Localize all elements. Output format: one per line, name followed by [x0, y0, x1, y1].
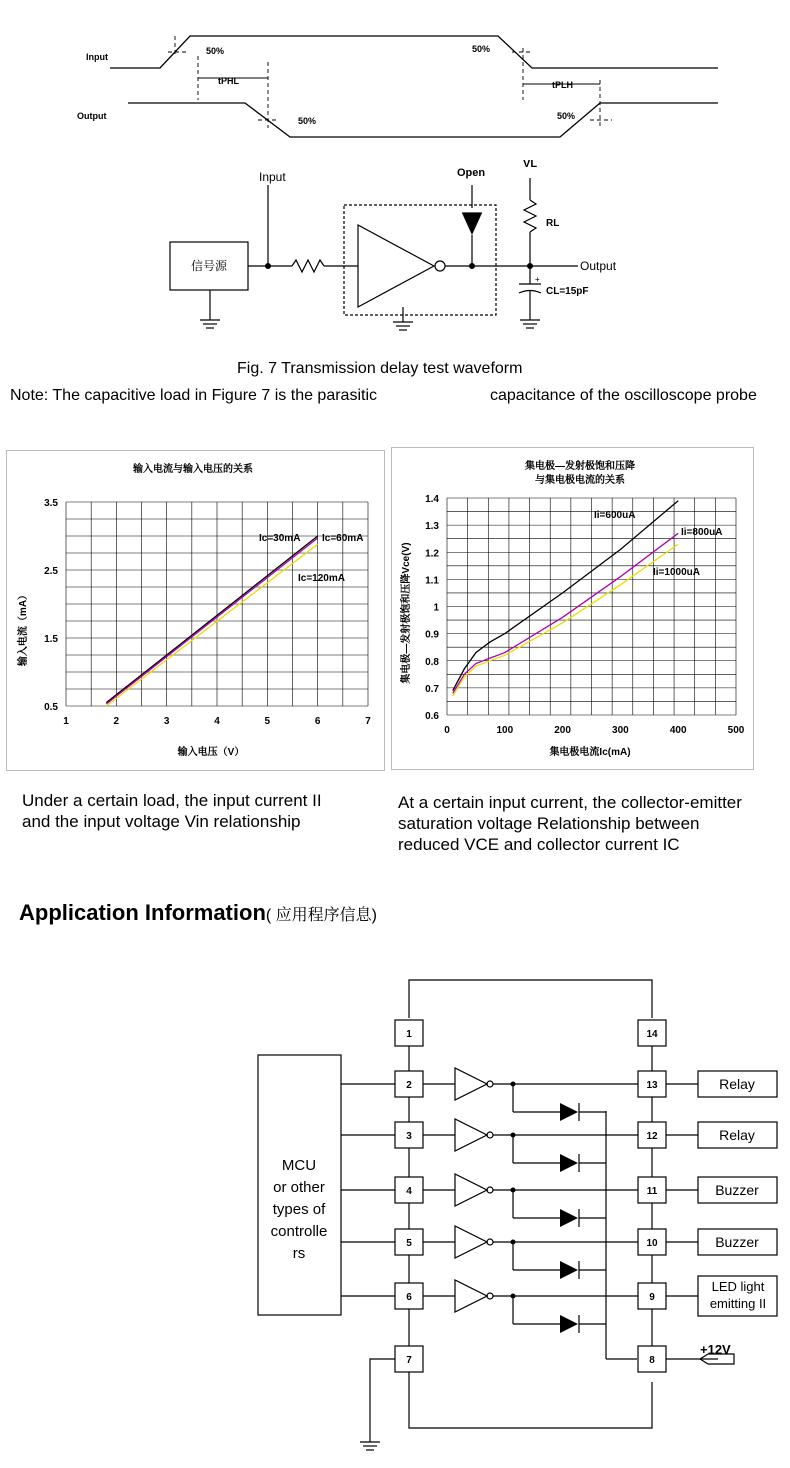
chart2-description: [398, 792, 742, 855]
circuit-output-label: Output: [580, 259, 617, 273]
pin-number: 7: [406, 1355, 412, 1366]
open-label: Open: [457, 167, 486, 179]
clamp-diode: [462, 213, 482, 235]
chart1-desc-line: Under a certain load, the input current II: [22, 791, 322, 810]
x-tick-label: 5: [264, 716, 271, 727]
y-tick-label: 0.8: [425, 656, 439, 668]
x-tick-label: 7: [365, 716, 371, 727]
x-tick-label: 1: [63, 716, 69, 727]
y-tick-label: 1.5: [44, 634, 58, 645]
x-tick-label: 6: [314, 716, 321, 727]
diode-icon: [560, 1154, 578, 1172]
mcu-label-line: MCU: [281, 1157, 317, 1174]
inverter-icon: [455, 1174, 487, 1206]
application-heading: [19, 900, 377, 926]
chart1-ylabel: 输入电流（mA）: [18, 589, 29, 667]
timing-output-label: Output: [77, 111, 107, 121]
pin-number: 11: [646, 1186, 658, 1197]
x-tick-label: 3: [163, 716, 170, 727]
pct-in-left: 50%: [206, 46, 225, 56]
chart2-title: 集电极—发射极饱和压降: [525, 461, 635, 472]
x-tick-label: 4: [214, 716, 220, 727]
chart2-desc-line: At a certain input current, the collector-emitter: [398, 793, 742, 812]
load-label: Buzzer: [715, 1234, 759, 1250]
inverter-icon: [455, 1280, 487, 1312]
pct-out-right: 50%: [557, 111, 576, 121]
tphl-label: tPHL: [218, 76, 239, 86]
signal-source-label: 信号源: [190, 259, 228, 273]
mcu-label-line: rs: [292, 1245, 306, 1262]
pin-number: 1: [406, 1029, 412, 1040]
inverter-icon: [455, 1068, 487, 1100]
y-tick-label: 0.9: [425, 629, 439, 641]
legend-label: Ii=600uA: [594, 510, 636, 521]
vl-label: VL: [523, 160, 538, 170]
load-resistor: [524, 200, 536, 232]
x-tick-label: 200: [554, 725, 571, 736]
chart1-title: 输入电流与输入电压的关系: [133, 464, 253, 475]
input-waveform: [110, 36, 718, 68]
load-label: Relay: [719, 1127, 755, 1143]
x-tick-label: 400: [669, 725, 687, 736]
x-tick-label: 2: [113, 716, 120, 727]
figure-caption: Fig. 7 Transmission delay test waveform: [237, 360, 523, 377]
load-label: Relay: [719, 1076, 755, 1092]
y-tick-label: 1: [433, 602, 439, 614]
diode-icon: [560, 1209, 578, 1227]
pin-number: 9: [649, 1292, 655, 1303]
y-tick-label: 0.6: [425, 711, 439, 722]
pin-number: 2: [406, 1080, 412, 1091]
application-schematic: [0, 970, 790, 1468]
y-tick-label: 1.2: [425, 548, 439, 560]
y-tick-label: 3.5: [44, 498, 58, 509]
pin-number: 6: [406, 1292, 412, 1303]
y-tick-label: 0.5: [44, 702, 58, 713]
chart-input-current: [6, 450, 386, 772]
mcu-label-line: or other: [273, 1179, 325, 1196]
timing-waveform: [0, 0, 790, 150]
chart1-description: [22, 790, 322, 832]
led-label-line2: emitting II: [709, 1296, 767, 1311]
chart2-subtitle: 与集电极电流的关系: [535, 475, 625, 486]
output-waveform: [128, 103, 718, 137]
pin-number: 3: [406, 1131, 412, 1142]
y-tick-label: 1.3: [425, 521, 439, 533]
chart-saturation-voltage: [391, 447, 755, 771]
y-tick-label: 1.1: [425, 575, 439, 587]
chart2-xlabel: 集电极电流Ic(mA): [549, 747, 631, 758]
legend-label: Ic=120mA: [298, 573, 345, 584]
legend-label: Ii=1000uA: [653, 567, 700, 578]
cl-label: CL=15pF: [546, 286, 589, 297]
load-label: Buzzer: [715, 1182, 759, 1198]
pin-number: 8: [649, 1355, 655, 1366]
pin-number: 4: [406, 1186, 412, 1197]
inverter-icon: [455, 1226, 487, 1258]
input-resistor: [292, 260, 324, 272]
inverter-icon: [455, 1119, 487, 1151]
rl-label: RL: [546, 218, 560, 229]
x-tick-label: 100: [496, 725, 514, 736]
pin-number: 13: [646, 1080, 658, 1091]
mcu-label-line: types of: [272, 1201, 326, 1218]
supply-label: +12V: [700, 1342, 731, 1357]
timing-input-label: Input: [86, 52, 108, 62]
inverter-triangle: [358, 225, 434, 307]
figure-note-a: Note: The capacitive load in Figure 7 is the parasitic: [10, 387, 378, 404]
chart2-ylabel: 集电极—发射极饱和压降Vce(V): [401, 542, 412, 684]
legend-label: Ic=30mA: [259, 533, 301, 544]
diode-icon: [560, 1315, 578, 1333]
x-tick-label: 300: [612, 725, 629, 736]
pin-number: 12: [646, 1131, 658, 1142]
diode-icon: [560, 1261, 578, 1279]
pin-number: 14: [646, 1029, 658, 1040]
legend-label: Ii=800uA: [681, 527, 723, 538]
chart1-desc-line: and the input voltage Vin relationship: [22, 812, 301, 831]
chart1-xlabel: 输入电压（V）: [177, 747, 245, 758]
application-heading-title: Application Information: [19, 900, 266, 925]
chart2-desc-line: saturation voltage Relationship between: [398, 814, 700, 833]
circuit-input-label: Input: [259, 170, 286, 184]
chart2-desc-line: reduced VCE and collector current IC: [398, 835, 680, 854]
diode-icon: [560, 1103, 578, 1121]
svg-text:+: +: [535, 275, 540, 284]
figure-note-b: capacitance of the oscilloscope probe: [490, 387, 757, 404]
y-tick-label: 1.4: [425, 494, 439, 505]
mcu-label-line: controlle: [270, 1223, 328, 1240]
application-heading-cn: ( 应用程序信息): [265, 907, 377, 924]
y-tick-label: 2.5: [44, 566, 58, 577]
y-tick-label: 0.7: [425, 683, 439, 695]
pin-number: 10: [646, 1238, 658, 1249]
legend-label: Ic=60mA: [322, 533, 364, 544]
pin-number: 5: [406, 1238, 412, 1249]
x-tick-label: 500: [727, 725, 745, 736]
led-label-line1: LED light: [711, 1279, 765, 1294]
pct-out-left: 50%: [298, 116, 317, 126]
test-circuit: [0, 160, 790, 340]
pct-in-right: 50%: [472, 44, 491, 54]
x-tick-label: 0: [444, 725, 450, 736]
tplh-label: tPLH: [552, 80, 573, 90]
